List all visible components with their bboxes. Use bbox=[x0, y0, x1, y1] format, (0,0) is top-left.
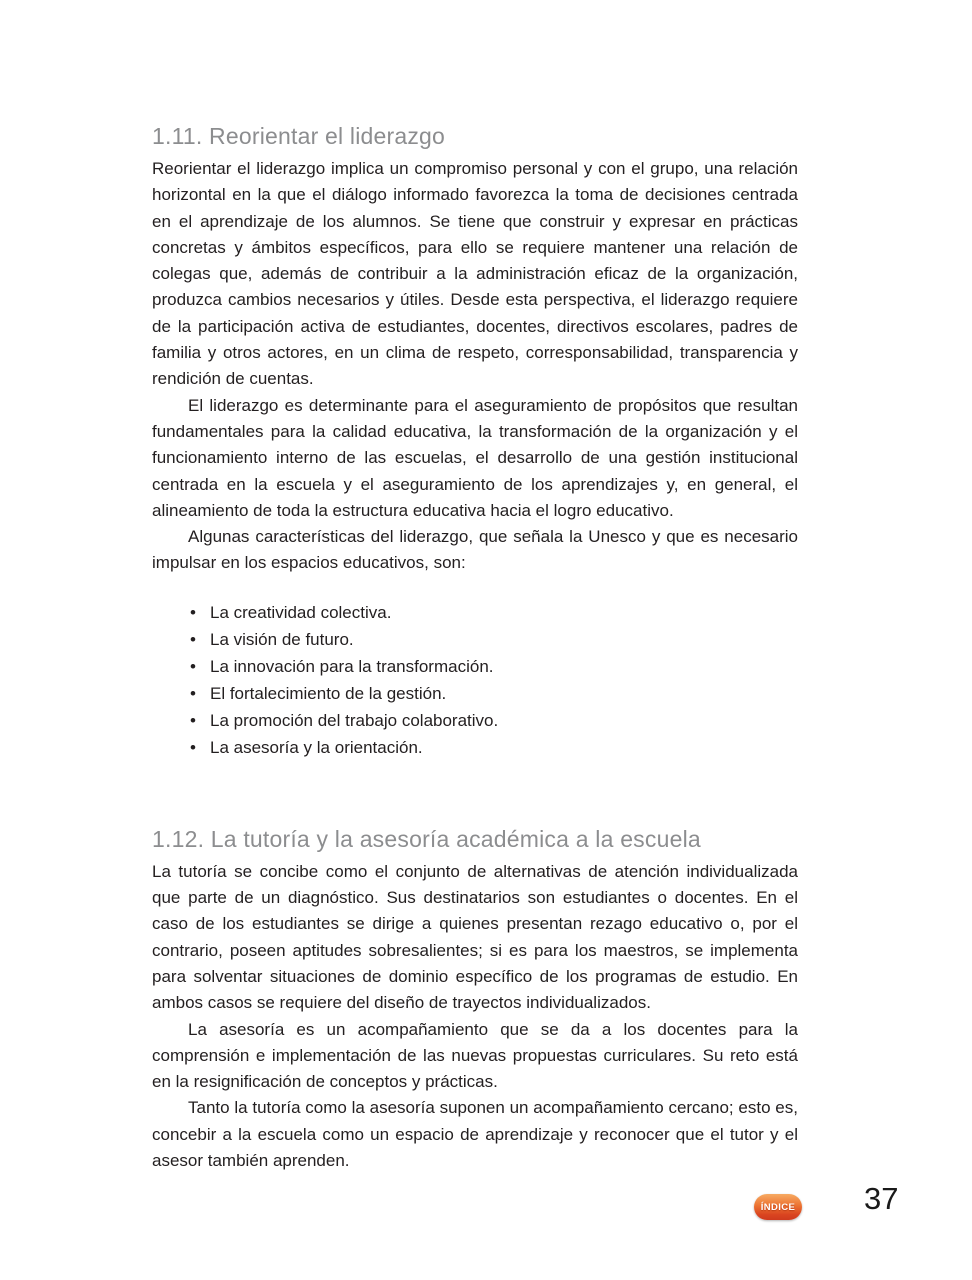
list-item: • La asesoría y la orientación. bbox=[210, 734, 798, 761]
page-number: 37 bbox=[864, 1181, 899, 1216]
paragraph: Algunas características del liderazgo, que señala la Unesco y que es necesario impulsar en los espacios educativos, son: bbox=[152, 527, 798, 573]
page-content bbox=[152, 122, 798, 1174]
indice-button[interactable] bbox=[754, 1194, 802, 1220]
section-heading-1-11: 1.11. Reorientar el liderazgo bbox=[152, 123, 446, 149]
paragraph: El liderazgo es determinante para el aseguramiento de propósitos que resultan fundamentales para la calidad educativa, la transformación de la organización y el funcionamiento interno de las escuelas, el desarrollo de una gestión institucional centrada en la escuela y el aseguramiento de los aprendizajes y, en general, el alineamiento de toda la estructura educativa hacia el logro educativo. bbox=[152, 395, 798, 520]
section-heading-1-12: 1.12. La tutoría y la asesoría académica a la escuela bbox=[152, 825, 701, 852]
indice-button-label: ÍNDICE bbox=[760, 1201, 796, 1213]
paragraph: La tutoría se concibe como el conjunto de alternativas de atención individualizada que parte de un diagnóstico. Sus destinatarios son estudiantes o docentes. En el caso de los estudiantes se dirige a quienes presentan rezago educativo o, por el contrario, poseen aptitudes sobresalientes; si es para los maestros, se implementa para solventar situaciones de dominio específico de los programas de estudio. En ambos casos se requiere del diseño de trayectos individualizados. bbox=[152, 861, 798, 1013]
paragraph: Tanto la tutoría como la asesoría suponen un acompañamiento cercano; esto es, concebir a la escuela como un espacio de aprendizaje y reconocer que el tutor y el asesor también aprenden. bbox=[152, 1098, 798, 1171]
list-item: • La innovación para la transformación. bbox=[210, 653, 798, 680]
list-item: • La visión de futuro. bbox=[210, 626, 798, 653]
list-item: • La creatividad colectiva. bbox=[210, 599, 798, 626]
characteristics-list bbox=[152, 599, 798, 761]
paragraph: Reorientar el liderazgo implica un compromiso personal y con el grupo, una relación horizontal en la que el diálogo informado favorezca la toma de decisiones centrada en el aprendizaje de los alumnos. Se tiene que construir y expresar en prácticas concretas y ámbitos específicos, para ello se requiere mantener una relación de colegas que, además de contribuir a la administración eficaz de la organización, produzca cambios necesarios y útiles. Desde esta perspectiva, el liderazgo requiere de la participación activa de estudiantes, docentes, directivos escolares, padres de familia y otros actores, en un clima de respeto, corresponsabilidad, transparencia y rendición de cuentas. bbox=[152, 159, 798, 389]
list-item: • El fortalecimiento de la gestión. bbox=[210, 680, 798, 707]
list-item: • La promoción del trabajo colaborativo. bbox=[210, 707, 798, 734]
paragraph: La asesoría es un acompañamiento que se da a los docentes para la comprensión e implementación de las nuevas propuestas curriculares. Su reto está en la resignificación de conceptos y prácticas. bbox=[152, 1019, 798, 1092]
